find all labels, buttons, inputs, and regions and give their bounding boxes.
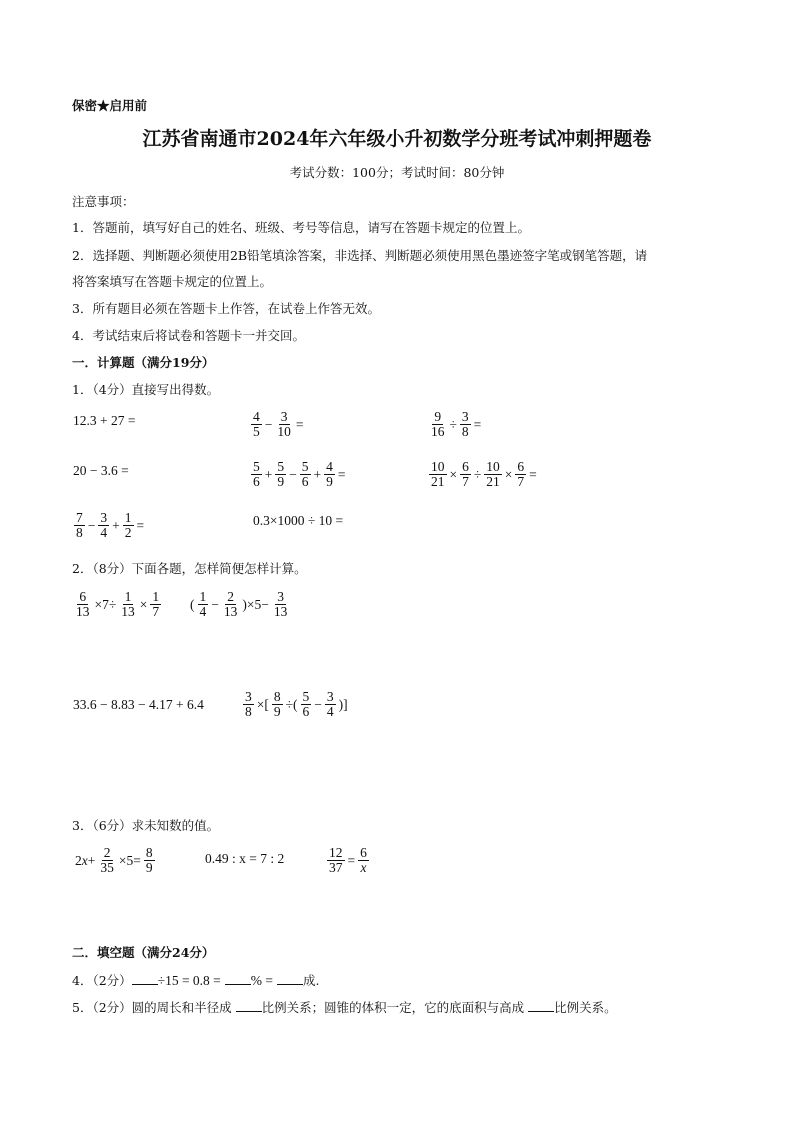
expr-q2-a: $\frac{6}{13}$ ×7÷ $\frac{1}{13}$ × $\frac{1}{7}$ [76, 589, 160, 620]
expr-q3-c: $\frac{12}{37}$ = $\frac{6}{x}$ [329, 845, 367, 876]
answer-blank[interactable] [528, 999, 554, 1012]
expr-q1-d: 20 − 3.6 = [73, 463, 129, 478]
q5-mid: 比例关系；圆锥的体积一定，它的底面积与高成 [261, 1000, 525, 1015]
q5-prefix: 5．（2分）圆的周长和半径成 [72, 1000, 232, 1015]
expr-q1-f: $\frac{10}{21}$ × $\frac{6}{7}$ ÷ $\frac{10}{21}$ × $\frac{6}{7}$ = [431, 459, 537, 490]
expr-q2-b: ( $\frac{1}{4}$ − $\frac{2}{13}$ )×5− $\frac{3}{13}$ [190, 589, 288, 620]
confidential-label: 保密★启用前 [72, 98, 148, 113]
question-4 [72, 971, 319, 989]
section-heading: 二．填空题（满分24分） [72, 945, 215, 960]
answer-blank[interactable] [225, 972, 251, 985]
question-1: 1．（4分）直接写出得数。 [72, 382, 220, 397]
answer-blank[interactable] [277, 972, 303, 985]
question-2: 2．（8分）下面各题，怎样简便怎样计算。 [72, 561, 307, 576]
expr-q1-g: $\frac{7}{8}$ − $\frac{3}{4}$ + $\frac{1}{2}$ = [76, 510, 145, 541]
question-3: 3．（6分）求未知数的值。 [72, 818, 220, 833]
expr-q1-e: $\frac{5}{6}$ + $\frac{5}{9}$ − $\frac{5}{6}$ + $\frac{4}{9}$ = [253, 459, 346, 490]
notice-item: 将答案填写在答题卡规定的位置上。 [72, 274, 273, 289]
notice-item: 3．所有题目必须在答题卡上作答，在试卷上作答无效。 [72, 301, 380, 316]
exam-info: 考试分数：100分；考试时间：80分钟 [289, 165, 505, 180]
notice-item: 2．选择题、判断题必须使用2B铅笔填涂答案，非选择、判断题必须使用黑色墨迹签字笔或钢笔答题，请 [72, 248, 648, 263]
expr-q2-d: $\frac{3}{8}$ ×[ $\frac{8}{9}$ ÷( $\frac{5}{6}$ − $\frac{3}{4}$ )] [245, 689, 348, 720]
q4-part2: % = [250, 973, 274, 988]
expr-q2-c: 33.6 − 8.83 − 4.17 + 6.4 [73, 697, 204, 712]
expr-q1-b: $\frac{4}{5}$ − $\frac{3}{10}$ = [253, 409, 304, 440]
expr-q1-c: $\frac{9}{16}$ ÷ $\frac{3}{8}$ = [431, 409, 482, 440]
expr-q1-a: 12.3 + 27 = [73, 413, 136, 428]
notice-heading: 注意事项： [72, 194, 135, 209]
page-title: 江苏省南通市2024年六年级小升初数学分班考试冲刺押题卷 [142, 128, 652, 150]
q4-prefix: 4．（2分） [72, 973, 132, 988]
notice-item: 1．答题前，填写好自己的姓名、班级、考号等信息，请写在答题卡规定的位置上。 [72, 220, 530, 235]
answer-blank[interactable] [132, 972, 158, 985]
expr-q1-h: 0.3×1000 ÷ 10 = [253, 513, 344, 528]
answer-blank[interactable] [236, 999, 262, 1012]
question-5 [72, 998, 617, 1016]
q4-part1: ÷15 = 0.8 = [157, 973, 221, 988]
notice-item: 4．考试结束后将试卷和答题卡一并交回。 [72, 328, 305, 343]
expr-q3-b: 0.49 : x = 7 : 2 [205, 851, 285, 866]
section-heading: 一．计算题（满分19分） [72, 355, 215, 370]
expr-q3-a: 2x+ $\frac{2}{35}$ ×5= $\frac{8}{9}$ [75, 845, 153, 876]
q5-end: 比例关系。 [554, 1000, 617, 1015]
q4-part3: 成. [303, 973, 320, 988]
